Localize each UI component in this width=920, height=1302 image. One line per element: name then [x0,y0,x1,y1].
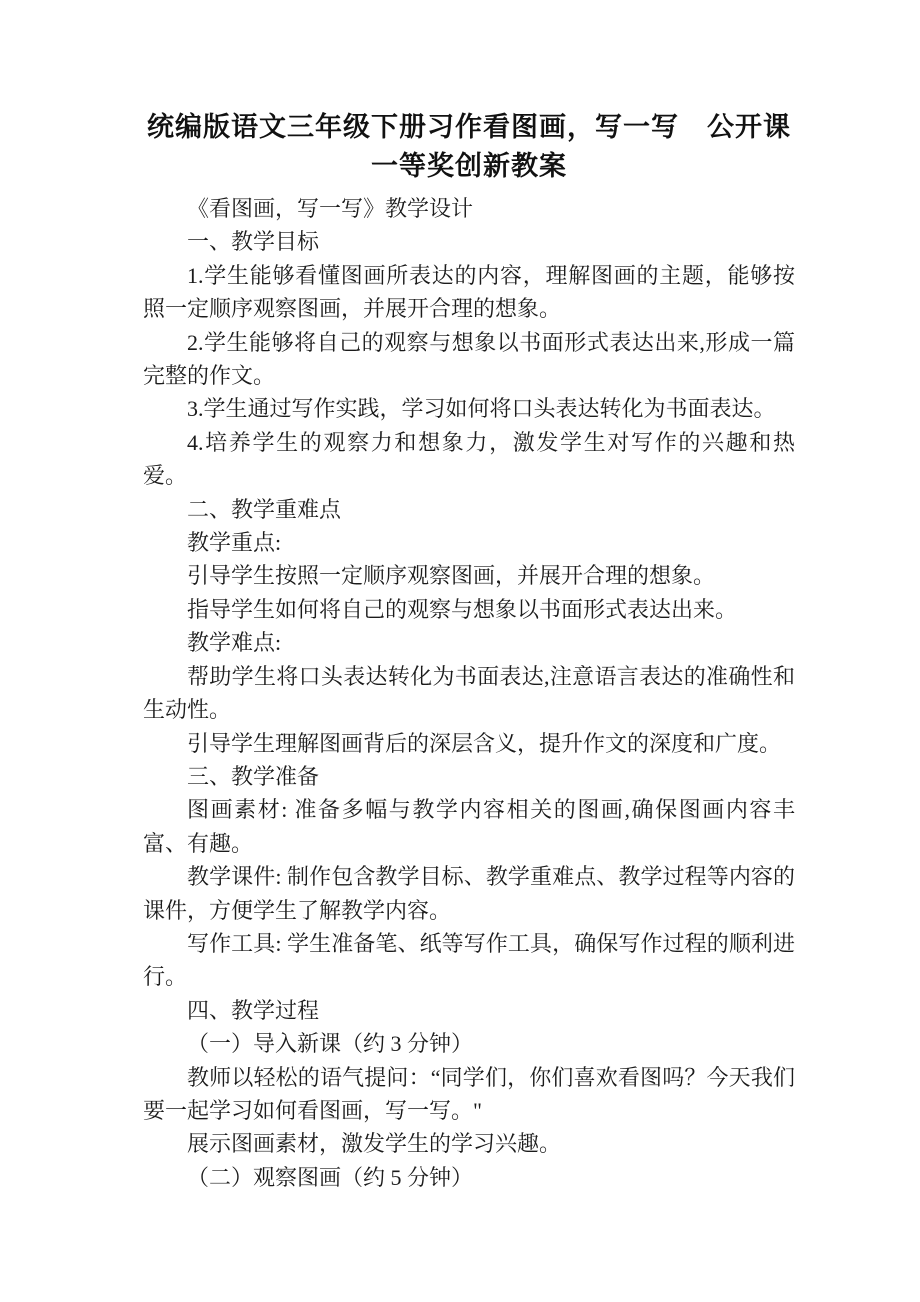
body-paragraph: 指导学生如何将自己的观察与想象以书面形式表达出来。 [187,596,738,622]
step-heading-observe: （二）观察图画（约 5 分钟） [187,1164,474,1190]
section-heading-preparation: 三、教学准备 [187,763,320,789]
body-paragraph: 教师以轻松的语气提问：“同学们，你们喜欢看图吗？今天我们要一起学习如何看图画，写一写。" [143,1064,795,1123]
section-heading-process: 四、教学过程 [187,997,320,1023]
body-paragraph: 1.学生能够看懂图画所表达的内容，理解图画的主题，能够按照一定顺序观察图画，并展开合理的想象。 [143,262,795,322]
step-heading-intro: （一）导入新课（约 3 分钟） [187,1031,474,1057]
label-teaching-difficulty: 教学难点: [187,630,282,656]
body-paragraph: 引导学生按照一定顺序观察图画，并展开合理的想象。 [187,563,716,589]
body-paragraph: 4.培养学生的观察力和想象力，激发学生对写作的兴趣和热爱。 [143,429,795,489]
body-paragraph: 写作工具: 学生准备笔、纸等写作工具，确保写作过程的顺利进行。 [143,930,795,990]
body-paragraph: 教学课件: 制作包含教学目标、教学重难点、教学过程等内容的课件，方便学生了解教学内容。 [143,864,795,923]
body-paragraph: 引导学生理解图画背后的深层含义，提升作文的深度和广度。 [187,730,782,756]
label-teaching-focus: 教学重点: [187,530,282,556]
body-paragraph: 展示图画素材，激发学生的学习兴趣。 [187,1131,562,1157]
body-paragraph: 帮助学生将口头表达转化为书面表达,注意语言表达的准确性和生动性。 [143,663,795,723]
body-paragraph: 2.学生能够将自己的观察与想象以书面形式表达出来,形成一篇完整的作文。 [143,329,795,389]
section-heading-key-points: 二、教学重难点 [187,496,342,522]
body-paragraph: 3.学生通过写作实践，学习如何将口头表达转化为书面表达。 [187,396,776,422]
document-title: 统编版语文三年级下册习作看图画，写一写 公开课一等奖创新教案 [147,112,791,181]
section-heading-objectives: 一、教学目标 [187,229,320,255]
doc-subtitle: 《看图画，写一写》教学设计 [187,196,474,221]
body-paragraph: 图画素材: 准备多幅与教学内容相关的图画,确保图画内容丰富、有趣。 [143,797,795,856]
